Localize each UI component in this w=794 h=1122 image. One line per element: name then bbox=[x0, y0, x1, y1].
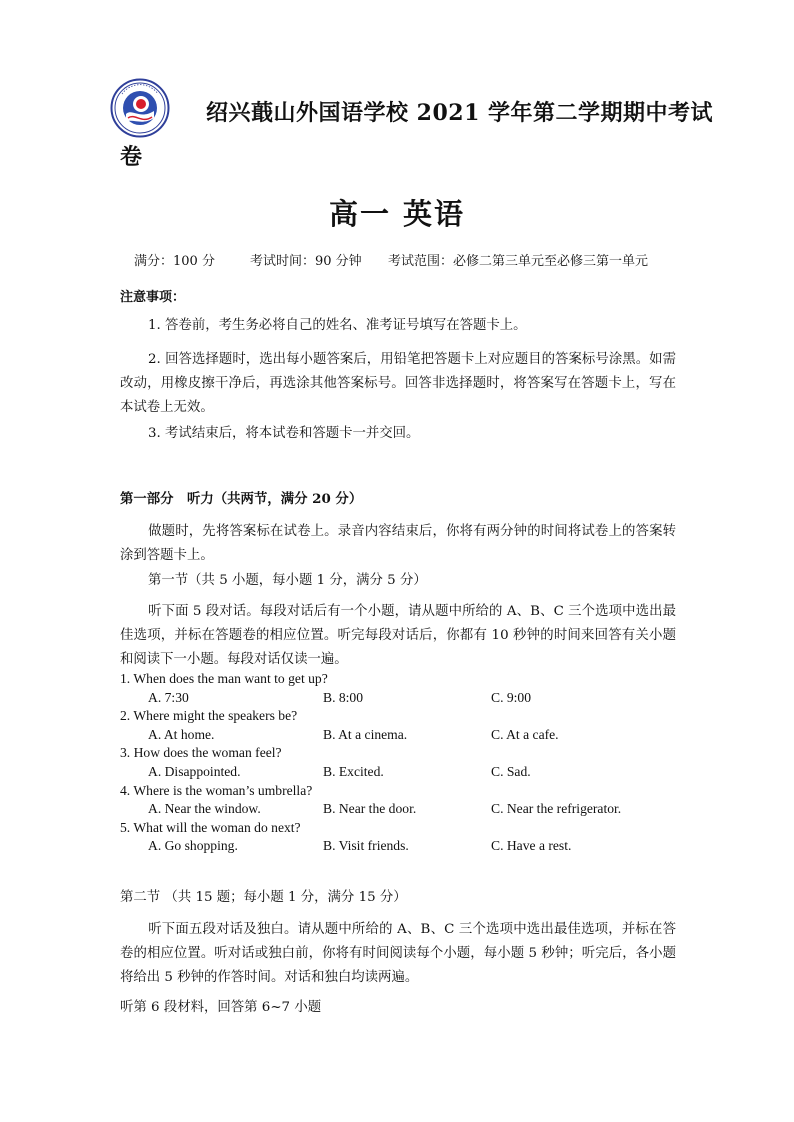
question-options bbox=[120, 801, 680, 820]
option-b: B. Near the door. bbox=[323, 801, 417, 817]
school-title-tail: 卷 bbox=[120, 144, 143, 170]
school-logo-icon bbox=[110, 78, 170, 138]
option-b: B. At a cinema. bbox=[323, 726, 408, 742]
option-c: C. Near the refrigerator. bbox=[491, 801, 622, 817]
option-a: A. Go shopping. bbox=[148, 838, 238, 854]
school-title: 绍兴蕺山外国语学校 2021 学年第二学期期中考试 bbox=[206, 100, 714, 126]
subject-title: 高一 英语 bbox=[328, 197, 466, 231]
section2-heading: 第二节 （共 15 题；每小题 1 分，满分 15 分） bbox=[120, 890, 407, 905]
option-b: B. Excited. bbox=[323, 763, 384, 779]
question-stem: 4. Where is the woman’s umbrella? bbox=[120, 782, 313, 798]
part1-intro: 做题时，先将答案标在试卷上。录音内容结束后，你将有两分钟的时间将试卷上的答案转涂到答题卡上。 bbox=[120, 524, 676, 563]
exam-time: 考试时间：90 分钟 bbox=[250, 254, 362, 269]
option-a: A. 7:30 bbox=[148, 689, 189, 705]
option-c: C. Have a rest. bbox=[491, 838, 572, 854]
exam-scope: 考试范围：必修二第三单元至必修三第一单元 bbox=[388, 254, 649, 269]
part1-heading: 第一部分 听力（共两节，满分 20 分） bbox=[120, 491, 363, 507]
notice-item-3: 3. 考试结束后，将本试卷和答题卡一并交回。 bbox=[148, 426, 420, 441]
section2-instructions: 听下面五段对话及独白。请从题中所给的 A、B、C 三个选项中选出最佳选项，并标在答卷的相应位置。听对话或独白前，你将有时间阅读每个小题，每小题 5 秒钟；听完后，各小题将给出 5 秒钟的作答时间。对话和独白均读两遍。 bbox=[120, 922, 676, 985]
question-stem: 2. Where might the speakers be? bbox=[120, 708, 298, 724]
option-c: C. 9:00 bbox=[491, 689, 532, 705]
option-a: A. Near the window. bbox=[148, 801, 261, 817]
question-stem: 3. How does the woman feel? bbox=[120, 745, 282, 761]
option-b: B. Visit friends. bbox=[323, 838, 409, 854]
question-options bbox=[120, 838, 680, 857]
section1-instructions: 听下面 5 段对话。每段对话后有一个小题，请从题中所给的 A、B、C 三个选项中选出最佳选项，并标在答题卷的相应位置。听完每段对话后，你都有 10 秒钟的时间来回答有关小题和阅读下一小题。每段对话仅读一遍。 bbox=[120, 604, 676, 667]
question-options bbox=[120, 690, 680, 709]
notice-heading: 注意事项： bbox=[120, 290, 186, 305]
notice-item-2: 2. 回答选择题时，选出每小题答案后，用铅笔把答题卡上对应题目的答案标号涂黑。如需改动，用橡皮擦干净后，再选涂其他答案标号。回答非选择题时，将答案写在答题卡上，写在本试卷上无效。 bbox=[120, 352, 676, 415]
question-stem: 5. What will the woman do next? bbox=[120, 819, 301, 835]
listening-questions bbox=[120, 671, 680, 857]
option-a: A. At home. bbox=[148, 726, 215, 742]
notice-item-1: 1. 答卷前，考生务必将自己的姓名、准考证号填写在答题卡上。 bbox=[148, 318, 527, 333]
question-options bbox=[120, 727, 680, 746]
option-b: B. 8:00 bbox=[323, 689, 364, 705]
question-stem: 1. When does the man want to get up? bbox=[120, 671, 328, 686]
option-c: C. Sad. bbox=[491, 763, 531, 779]
full-score: 满分：100 分 bbox=[134, 254, 215, 269]
question-options bbox=[120, 764, 680, 783]
section1-heading: 第一节（共 5 小题，每小题 1 分，满分 5 分） bbox=[148, 573, 427, 588]
option-a: A. Disappointed. bbox=[148, 763, 241, 779]
material-note: 听第 6 段材料，回答第 6~7 小题 bbox=[120, 1000, 322, 1015]
option-c: C. At a cafe. bbox=[491, 726, 559, 742]
